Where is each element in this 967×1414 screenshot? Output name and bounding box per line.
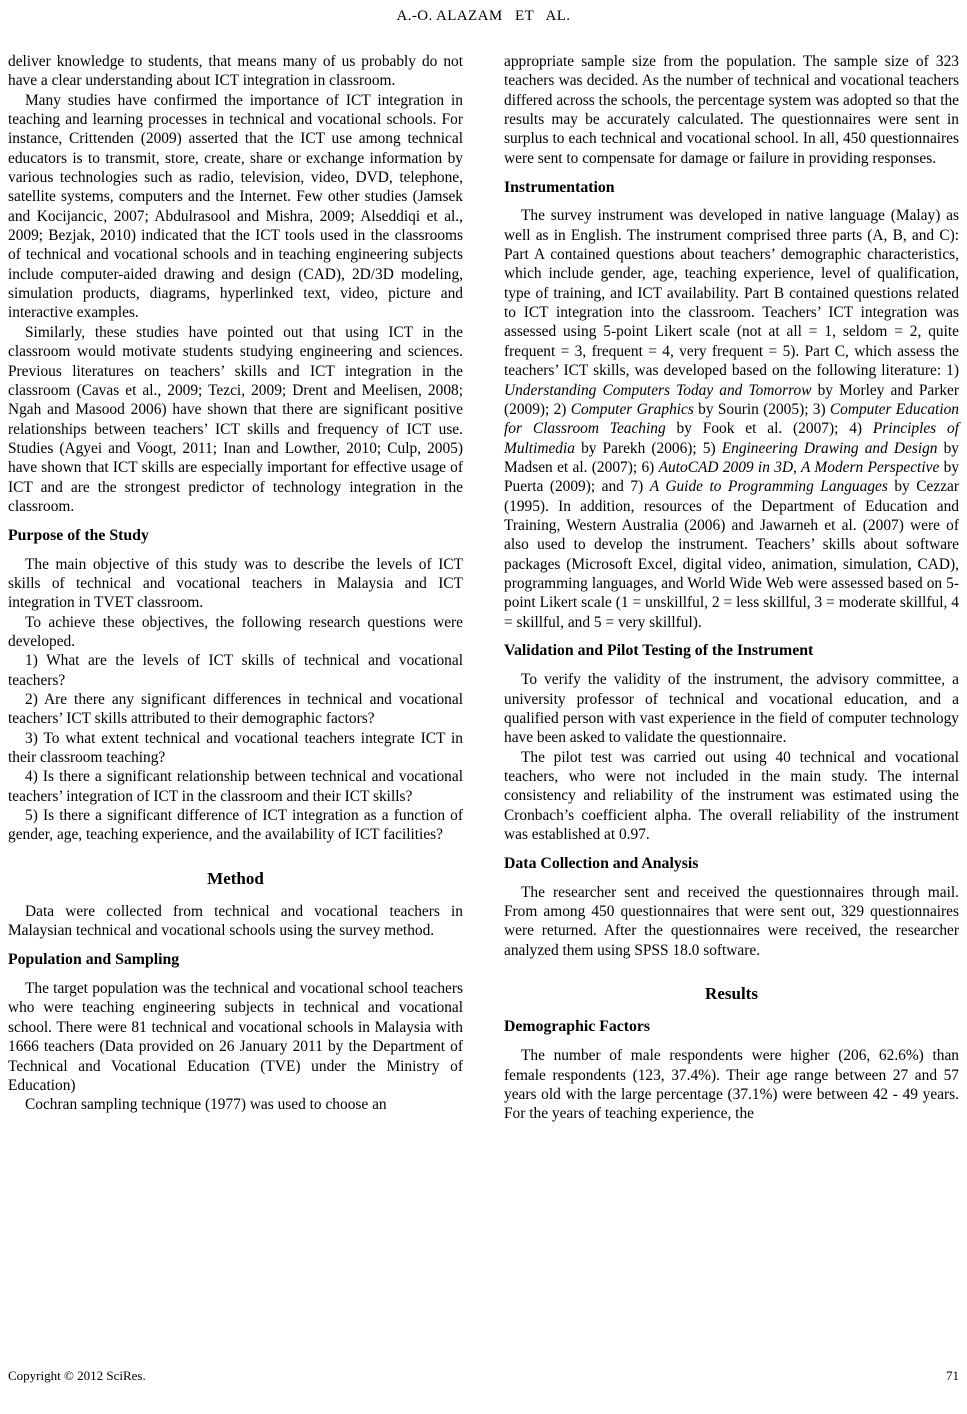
text-run: by Madsen et al. (2007); 6) (504, 439, 960, 476)
paragraph: The researcher sent and received the questionnaires through mail. From among 450 questionnaires that were sent out, 329 questionnaires were returned. After the questionnaires were received, the researcher analyzed them using SPSS 18.0 software. (504, 883, 959, 959)
text-run: by Parekh (2006); 5) (574, 439, 722, 457)
paragraph: The main objective of this study was to describe the levels of ICT skills of technical and vocational teachers in Malaysia and ICT integration in TVET classroom. (8, 555, 463, 612)
heading-instrumentation: Instrumentation (504, 178, 615, 196)
paragraph: Many studies have confirmed the importance of ICT integration in teaching and learning processes in technical and vocational schools. For instance, Crittenden (2009) asserted that the ICT use among technical educators is to transmit, store, create, share or exchange information by various technologies such as radio, television, video, DVD, telephone, satellite systems, computers and the Internet. Few other studies (Jamsek and Kocijancic, 2007; Abdulrasool and Mishra, 2009; Alseddiqi et al., 2009; Bezjak, 2010) indicated that the ICT tools used in the classrooms of technical and vocational schools and in teaching engineering subjects include computer-aided drawing and design (CAD), 2D/3D modeling, simulation products, diagrams, hyperlinked text, video, picture and interactive examples. (8, 91, 463, 322)
text-run: by Puerta (2009); and 7) (504, 458, 960, 496)
paragraph: appropriate sample size from the population. The sample size of 323 teachers was decided. As the number of technical and vocational teachers differed across the schools, the percentage system was adopted so that the results may be accurately calculated. The questionnaires were sent in surplus to each technical and vocational school. In all, 450 questionnaires were sent to compensate for damage or failure in providing responses. (504, 53, 959, 167)
paragraph: To verify the validity of the instrument, the advisory committee, a university professor of technical and vocational education, and a qualified person with vast experience in the field of computer technology have been asked to validate the questionnaire. (504, 671, 959, 747)
heading-results: Results (705, 984, 758, 1004)
paragraph: The pilot test was carried out using 40 technical and vocational teachers, who were not included in the main study. The internal consistency and reliability of the instrument was estimated using the Cronbach’s coefficient alpha. The overall reliability of the instrument was established at 0.97. (504, 748, 959, 844)
copyright-notice: Copyright © 2012 SciRes. (8, 1368, 146, 1383)
heading-purpose-of-the-study: Purpose of the Study (8, 526, 149, 544)
text-run: The survey instrument was developed in native language (Malay) as well as in English. The instrument comprised three parts (A, B, and C): Part A contained questions about teachers’ demographic characteristics, which include gender, age, teaching experience, level of qualification, type of training, and ICT availability. Part B contained questions related to ICT integration into the classroom. Teachers’ ICT integration was assessed using 5-point Likert scale (not at all = 1, seldom = 2, quite frequent = 3, frequent = 4, very frequent = 5). Part C, which assess the teachers’ ICT skills, was developed based on the following literature: 1) (504, 207, 959, 380)
text-run: by Morley and Parker (2009); 2) (504, 381, 959, 418)
book-title-2: Computer Graphics (570, 400, 694, 418)
text-run: by Fook et al. (2007); 4) (665, 420, 873, 438)
heading-population-and-sampling: Population and Sampling (8, 951, 180, 969)
book-title-4: Principles of Multimedia (504, 420, 959, 457)
paragraph: The target population was the technical and vocational school teachers who were teaching engineering subjects in technical and vocational school. There were 81 technical and vocational schools in Malaysia with 1666 teachers (Data provided on 26 January 2011 by the Department of Technical and Vocational Education (TVE) under the Ministry of Education) (8, 980, 463, 1094)
two-column-body (8, 52, 959, 1342)
running-head: A.-O. ALAZAM ET AL. (396, 8, 571, 24)
right-column (504, 52, 959, 1342)
research-question-5: 5) Is there a significant difference of ICT integration as a function of gender, age, teaching experience, and the availability of ICT facilities? (8, 807, 463, 844)
paragraph: deliver knowledge to students, that means many of us probably do not have a clear understanding about ICT integration in classroom. (8, 53, 463, 90)
paragraph: Cochran sampling technique (1977) was used to choose an (25, 1096, 387, 1114)
book-title-3: Computer Education for Classroom Teaching (504, 400, 960, 438)
research-question-4: 4) Is there a significant relationship between technical and vocational teachers’ integration of ICT in the classroom and their ICT skills? (8, 768, 463, 805)
book-title-1: Understanding Computers Today and Tomorrow (504, 381, 812, 399)
left-column (8, 52, 463, 1342)
book-title-5: Engineering Drawing and Design (721, 439, 938, 457)
research-question-3: 3) To what extent technical and vocational teachers integrate ICT in their classroom teaching? (8, 729, 463, 767)
paragraph-instrumentation (504, 206, 959, 632)
text-run: by Cezzar (1995). In addition, resources of the Department of Education and Training, Western Australia (2006) and Jawarneh et al. (2007) were of also used to develop the instrument. Teachers’ skills about software packages (Microsoft Excel, digital video, animation, simulation, CAD), programming languages, and World Wide Web were assessed based on 5-point Likert scale (1 = unskillful, 2 = less skillful, 3 = moderate skillful, 4 = skillful, and 5 = very skillful). (504, 478, 959, 631)
text-run: by Sourin (2005); 3) (693, 400, 830, 418)
heading-validation-and-pilot-testing: Validation and Pilot Testing of the Instrument (504, 642, 814, 660)
paragraph: Similarly, these studies have pointed out that using ICT in the classroom would motivate students studying engineering and sciences. Previous literatures on teachers’ skills and ICT integration in the classroom (Cavas et al., 2009; Tezci, 2009; Drent and Meelisen, 2008; Ngah and Masood 2006) have shown that there are significant positive relationships between teachers’ ICT skills and frequency of ICT use. Studies (Agyei and Voogt, 2011; Inan and Lowther, 2010; Culp, 2005) have shown that ICT skills are especially important for effective usage of ICT and are the strongest predictor of technology integration in the classroom. (8, 323, 463, 515)
research-question-2: 2) Are there any significant differences in technical and vocational teachers’ ICT skills attributed to their demographic factors? (8, 691, 463, 728)
book-title-6: AutoCAD 2009 in 3D, A Modern Perspective (658, 458, 940, 476)
book-title-7: A Guide to Programming Languages (649, 478, 888, 496)
paragraph: To achieve these objectives, the following research questions were developed. (8, 613, 463, 650)
heading-demographic-factors: Demographic Factors (504, 1018, 651, 1036)
research-question-1: 1) What are the levels of ICT skills of technical and vocational teachers? (8, 652, 463, 689)
paragraph: The number of male respondents were higher (206, 62.6%) than female respondents (123, 37.4%). Their age range between 27 and 57 years old with the large percentage (37.1%) were between 42 - 49 years. For the years of teaching experience, the (504, 1047, 959, 1123)
paragraph: Data were collected from technical and vocational teachers in Malaysian technical and vocational schools using the survey method. (8, 903, 463, 940)
heading-method: Method (207, 868, 264, 888)
page-number: 71 (946, 1368, 959, 1383)
heading-data-collection-and-analysis: Data Collection and Analysis (504, 854, 699, 872)
